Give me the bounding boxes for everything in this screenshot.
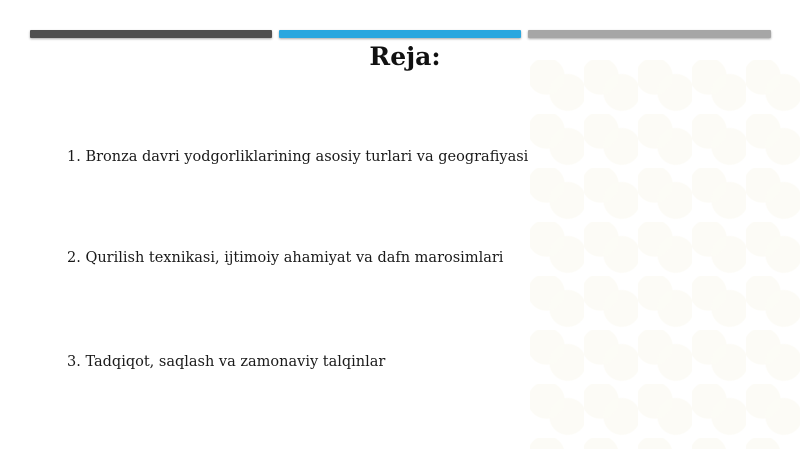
plan-item-2: 2. Qurilish texnikasi, ijtimoiy ahamiyat va dafn marosimlari bbox=[67, 250, 504, 266]
plan-item-1: 1. Bronza davri yodgorliklarining asosiy turlari va geografiyasi bbox=[67, 149, 529, 165]
plan-item-3: 3. Tadqiqot, saqlash va zamonaviy talqinlar bbox=[67, 354, 386, 370]
background-pattern bbox=[530, 60, 800, 449]
slide-title: Reja: bbox=[369, 42, 441, 71]
top-accent-bar-left bbox=[30, 30, 272, 38]
top-accent-bar-right bbox=[528, 30, 771, 38]
top-accent-bar-middle bbox=[279, 30, 521, 38]
